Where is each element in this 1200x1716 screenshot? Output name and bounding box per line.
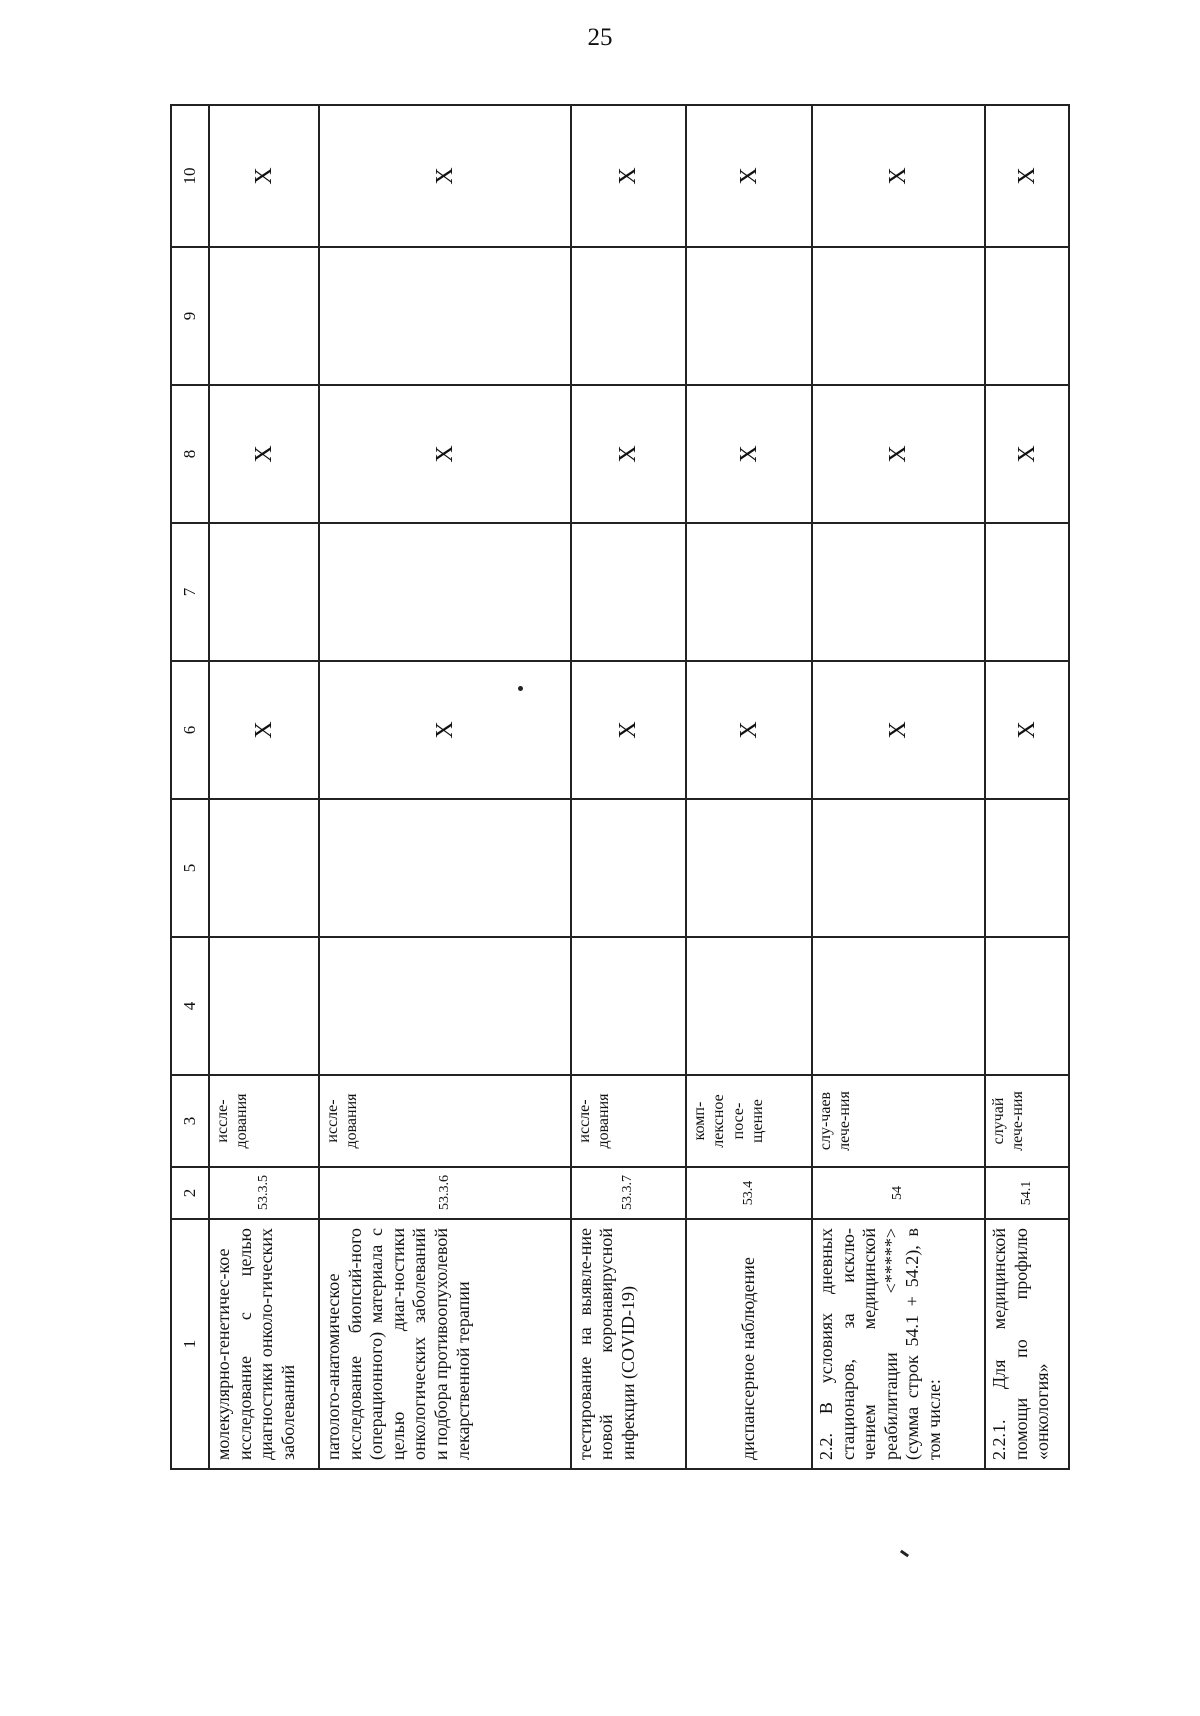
row-description: молекулярно-генетичес-кое исследование с целью диагностики онколо-гических заболеваний xyxy=(209,1219,319,1469)
scan-dot-mark xyxy=(518,686,523,691)
col-header-9: 9 xyxy=(171,247,209,385)
rotated-table-container xyxy=(170,106,1070,1470)
cell-col9 xyxy=(209,247,319,385)
cell-col8: Х xyxy=(686,385,812,523)
row-description: диспансерное наблюдение xyxy=(686,1219,812,1469)
row-unit: случай лече-ния xyxy=(985,1075,1069,1167)
cell-col8: Х xyxy=(812,385,985,523)
cell-col5 xyxy=(985,799,1069,937)
cell-col10: Х xyxy=(686,105,812,247)
row-description: тестирование на выявле-ние новой коронавирусной инфекции (COVID-19) xyxy=(571,1219,686,1469)
cell-col6: Х xyxy=(571,661,686,799)
table-row xyxy=(209,105,319,1469)
cell-col7 xyxy=(571,523,686,661)
cell-col10: Х xyxy=(985,105,1069,247)
cell-col7 xyxy=(686,523,812,661)
cell-col4 xyxy=(985,937,1069,1075)
cell-col8: Х xyxy=(209,385,319,523)
cell-col5 xyxy=(686,799,812,937)
cell-col9 xyxy=(686,247,812,385)
col-header-2: 2 xyxy=(171,1167,209,1219)
row-unit: иссле-дования xyxy=(319,1075,571,1167)
cell-col9 xyxy=(571,247,686,385)
row-description: патолого-анатомическое исследование биопсий-ного (операционного) материала с целью диаг-ностики онкологических заболеваний и подбора противоопухолевой лекарственной терапии xyxy=(319,1219,571,1469)
cell-col10: Х xyxy=(209,105,319,247)
row-code: 53.3.5 xyxy=(209,1167,319,1219)
cell-col7 xyxy=(319,523,571,661)
cell-col10: Х xyxy=(571,105,686,247)
col-header-5: 5 xyxy=(171,799,209,937)
cell-col8: Х xyxy=(985,385,1069,523)
cell-col4 xyxy=(209,937,319,1075)
cell-col6: Х xyxy=(985,661,1069,799)
cell-col7 xyxy=(985,523,1069,661)
row-unit: слу-чаев лече-ния xyxy=(812,1075,985,1167)
page-number: 25 xyxy=(587,24,613,51)
col-header-6: 6 xyxy=(171,661,209,799)
row-unit: иссле-дования xyxy=(209,1075,319,1167)
table-row xyxy=(985,105,1069,1469)
cell-col4 xyxy=(319,937,571,1075)
table-row xyxy=(686,105,812,1469)
cell-col9 xyxy=(319,247,571,385)
cell-col5 xyxy=(319,799,571,937)
cell-col6: Х xyxy=(686,661,812,799)
cell-col8: Х xyxy=(571,385,686,523)
cell-col7 xyxy=(209,523,319,661)
cell-col6: Х xyxy=(812,661,985,799)
data-table xyxy=(170,104,1070,1470)
row-code: 53.4 xyxy=(686,1167,812,1219)
cell-col9 xyxy=(985,247,1069,385)
col-header-10: 10 xyxy=(171,105,209,247)
cell-col9 xyxy=(812,247,985,385)
cell-col7 xyxy=(812,523,985,661)
cell-col10: Х xyxy=(319,105,571,247)
cell-col5 xyxy=(812,799,985,937)
cell-col6: Х xyxy=(209,661,319,799)
col-header-3: 3 xyxy=(171,1075,209,1167)
row-code: 54 xyxy=(812,1167,985,1219)
row-description: 2.2. В условиях дневных стационаров, за исклю-чением медицинской реабилитации <*****> (сумма строк 54.1 + 54.2), в том числе: xyxy=(812,1219,985,1469)
cell-col10: Х xyxy=(812,105,985,247)
cell-col4 xyxy=(812,937,985,1075)
col-header-4: 4 xyxy=(171,937,209,1075)
row-unit: комп-лексное посе-щение xyxy=(686,1075,812,1167)
row-code: 53.3.7 xyxy=(571,1167,686,1219)
header-row xyxy=(171,105,209,1469)
scan-tick-mark xyxy=(900,1550,909,1558)
table-row xyxy=(571,105,686,1469)
row-code: 54.1 xyxy=(985,1167,1069,1219)
cell-col8: Х xyxy=(319,385,571,523)
row-unit: иссле-дования xyxy=(571,1075,686,1167)
cell-col5 xyxy=(209,799,319,937)
col-header-1: 1 xyxy=(171,1219,209,1469)
table-row xyxy=(812,105,985,1469)
col-header-8: 8 xyxy=(171,385,209,523)
row-code: 53.3.6 xyxy=(319,1167,571,1219)
cell-col4 xyxy=(571,937,686,1075)
cell-col6: Х xyxy=(319,661,571,799)
cell-col4 xyxy=(686,937,812,1075)
row-description: 2.2.1. Для медицинской помощи по профилю «онкология» xyxy=(985,1219,1069,1469)
col-header-7: 7 xyxy=(171,523,209,661)
table-row xyxy=(319,105,571,1469)
cell-col5 xyxy=(571,799,686,937)
